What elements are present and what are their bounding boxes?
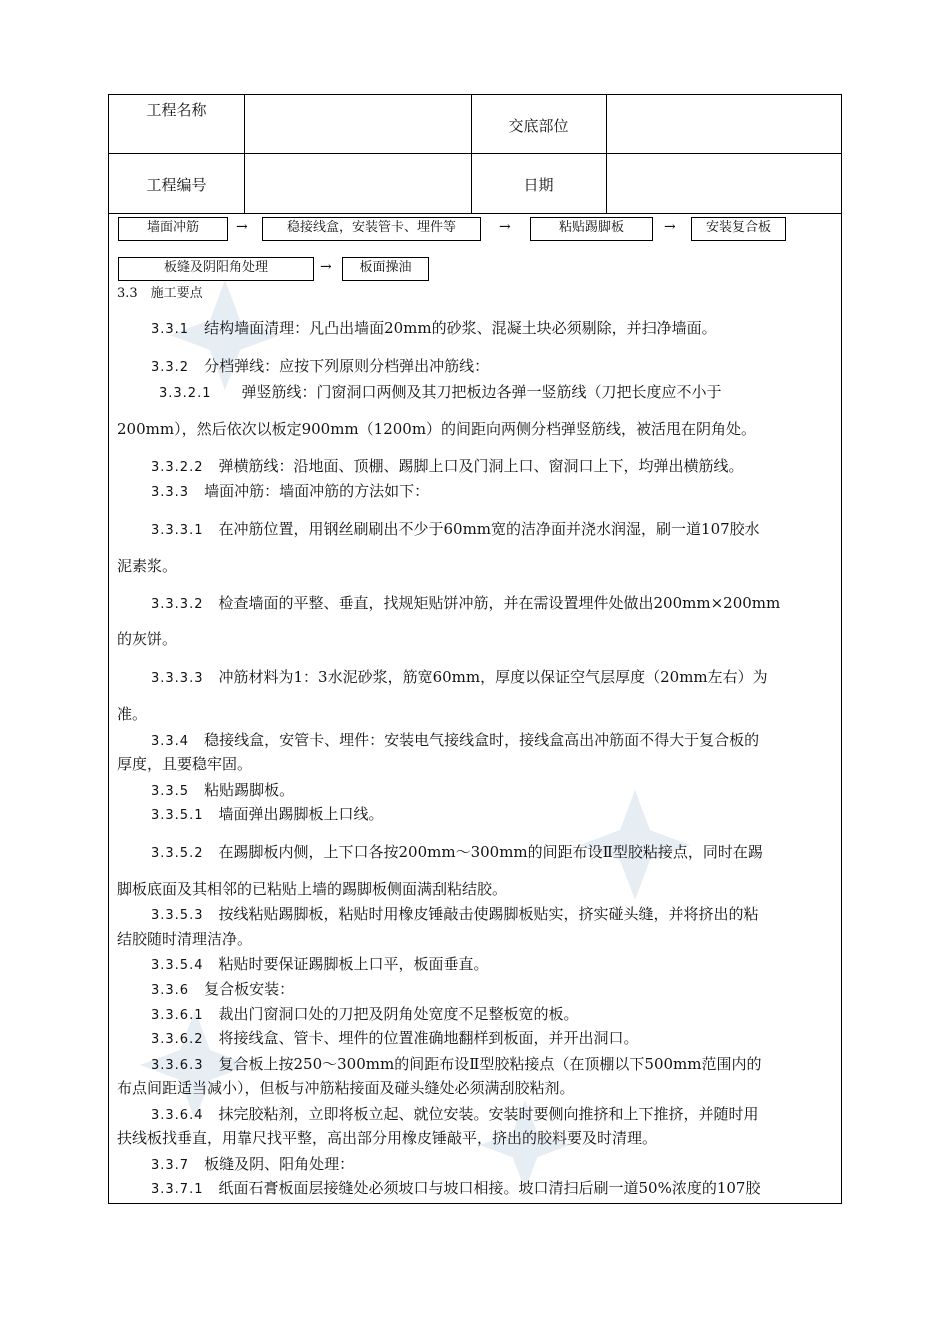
clause-number: 3.3.2 xyxy=(151,360,190,375)
paragraph xyxy=(151,728,867,754)
section-heading: 3.3 施工要点 xyxy=(117,286,203,301)
paragraph xyxy=(151,316,867,342)
clause-text: 稳接线盒，安管卡、埋件：安装电气接线盒时，接线盒高出冲筋面不得大于复合板的 xyxy=(204,731,760,749)
paragraph-cont: 结胶随时清理洁净。 xyxy=(117,930,253,948)
paragraph-cont: 厚度，且要稳牢固。 xyxy=(117,755,253,773)
clause-number: 3.3.6.1 xyxy=(151,1008,204,1023)
clause-text: 在踢脚板内侧，上下口各按200mm～300mm的间距布设Ⅱ型胶粘接点，同时在踢 xyxy=(218,843,763,861)
paragraph-cont: 布点间距适当减小），但板与冲筋粘接面及碰头缝处必须满刮胶粘剂。 xyxy=(117,1079,575,1097)
paragraph xyxy=(151,1026,867,1052)
paragraph xyxy=(151,977,867,1003)
clause-number: 3.3.4 xyxy=(151,734,190,749)
divider xyxy=(471,95,472,213)
clause-text: 结构墙面清理：凡凸出墙面20mm的砂浆、混凝土块必须剔除，并扫净墙面。 xyxy=(204,319,717,337)
clause-text: 粘贴踢脚板。 xyxy=(204,781,295,799)
part-label: 交底部位 xyxy=(508,117,569,135)
divider xyxy=(109,153,841,154)
clause-number: 3.3.5 xyxy=(151,784,190,799)
flow-step-joints-corners: 板缝及阴阳角处理 xyxy=(118,257,314,281)
paragraph xyxy=(151,354,867,380)
paragraph xyxy=(151,802,867,828)
flow-arrow: → xyxy=(664,219,676,235)
paragraph xyxy=(151,1176,867,1202)
paragraph xyxy=(151,952,867,978)
paragraph xyxy=(151,778,867,804)
divider xyxy=(109,213,841,214)
paragraph xyxy=(151,840,867,866)
paragraph-cont: 泥素浆。 xyxy=(117,557,178,575)
header-table xyxy=(109,95,841,213)
paragraph-cont: 200mm），然后依次以板定900mm（1200m）的间距向两侧分档弹竖筋线，被活甩在阴角处。 xyxy=(117,420,757,438)
flow-arrow: → xyxy=(320,259,332,275)
paragraph-cont: 的灰饼。 xyxy=(117,630,178,648)
flow-step-surface-oil: 板面操油 xyxy=(342,257,429,281)
paragraph xyxy=(151,591,867,617)
flow-step-junction-box: 稳接线盒，安装管卡、埋件等 xyxy=(262,217,481,241)
divider xyxy=(244,95,245,213)
clause-number: 3.3.5.3 xyxy=(151,908,204,923)
clause-text: 墙面弹出踢脚板上口线。 xyxy=(218,805,384,823)
clause-text: 按线粘贴踢脚板，粘贴时用橡皮锤敲击使踢脚板贴实，挤实碰头缝，并将挤出的粘 xyxy=(218,905,759,923)
clause-number: 3.3.6.3 xyxy=(151,1058,204,1073)
flow-arrow: → xyxy=(499,219,511,235)
divider xyxy=(606,95,607,213)
clause-number: 3.3.5.2 xyxy=(151,846,204,861)
clause-number: 3.3.5.1 xyxy=(151,808,204,823)
clause-text: 复合板安装： xyxy=(204,980,295,998)
flow-step-skirting: 粘贴踢脚板 xyxy=(530,217,653,241)
paragraph xyxy=(151,517,867,543)
clause-text: 纸面石膏板面层接缝处必须坡口与坡口相接。坡口清扫后刷一道50%浓度的107胶 xyxy=(218,1179,761,1197)
clause-number: 3.3.3 xyxy=(151,485,190,500)
paragraph xyxy=(151,479,867,505)
clause-number: 3.3.6.4 xyxy=(151,1108,204,1123)
clause-text: 粘贴时要保证踢脚板上口平，板面垂直。 xyxy=(218,955,489,973)
clause-number: 3.3.6.2 xyxy=(151,1032,204,1047)
paragraph xyxy=(151,1102,867,1128)
clause-number: 3.3.6 xyxy=(151,983,190,998)
clause-number: 3.3.5.4 xyxy=(151,958,204,973)
flow-step-composite-board: 安装复合板 xyxy=(691,217,786,241)
paragraph xyxy=(151,1052,867,1078)
clause-text: 检查墙面的平整、垂直，找规矩贴饼冲筋，并在需设置埋件处做出200mm×200mm xyxy=(218,594,781,612)
flow-arrow: → xyxy=(236,219,248,235)
paragraph-cont: 脚板底面及其相邻的已粘贴上墙的踢脚板侧面满刮粘结胶。 xyxy=(117,880,508,898)
clause-text: 冲筋材料为1：3水泥砂浆，筋宽60mm，厚度以保证空气层厚度（20mm左右）为 xyxy=(218,668,768,686)
paragraph xyxy=(159,380,875,406)
paragraph xyxy=(151,1002,867,1028)
clause-text: 弹横筋线：沿地面、顶棚、踢脚上口及门洞上口、窗洞口上下，均弹出横筋线。 xyxy=(218,457,744,475)
paragraph xyxy=(151,454,867,480)
clause-text: 抹完胶粘剂，立即将板立起、就位安装。安装时要侧向推挤和上下推挤，并随时用 xyxy=(218,1105,759,1123)
clause-text: 墙面冲筋：墙面冲筋的方法如下： xyxy=(204,482,430,500)
clause-number: 3.3.7.1 xyxy=(151,1182,204,1197)
paragraph xyxy=(151,902,867,928)
clause-text: 将接线盒、管卡、埋件的位置准确地翻样到板面，并开出洞口。 xyxy=(218,1029,639,1047)
clause-number: 3.3.3.1 xyxy=(151,523,204,538)
date-label: 日期 xyxy=(523,176,554,194)
clause-text: 在冲筋位置，用钢丝刷刷出不少于60mm宽的洁净面并浇水润湿，刷一道107胶水 xyxy=(218,520,760,538)
clause-number: 3.3.3.2 xyxy=(151,597,204,612)
project-name-label: 工程名称 xyxy=(146,101,207,119)
clause-text: 弹竖筋线：门窗洞口两侧及其刀把板边各弹一竖筋线（刀把长度应不小于 xyxy=(241,383,722,401)
clause-number: 3.3.2.2 xyxy=(151,460,204,475)
paragraph-cont: 扶线板找垂直，用靠尺找平整，高出部分用橡皮锤敲平，挤出的胶料要及时清理。 xyxy=(117,1129,658,1147)
clause-text: 裁出门窗洞口处的刀把及阴角处宽度不足整板宽的板。 xyxy=(218,1005,579,1023)
clause-text: 板缝及阴、阳角处理： xyxy=(204,1155,355,1173)
clause-number: 3.3.1 xyxy=(151,322,190,337)
project-no-label: 工程编号 xyxy=(146,176,207,194)
clause-number: 3.3.7 xyxy=(151,1158,190,1173)
paragraph-cont: 准。 xyxy=(117,705,148,723)
clause-number: 3.3.2.1 xyxy=(159,386,212,401)
clause-text: 复合板上按250～300mm的间距布设Ⅱ型胶粘接点（在顶棚以下500mm范围内的 xyxy=(218,1055,762,1073)
clause-number: 3.3.3.3 xyxy=(151,671,204,686)
flow-step-wall-ribs: 墙面冲筋 xyxy=(118,217,228,241)
paragraph xyxy=(151,665,867,691)
paragraph xyxy=(151,1152,867,1178)
clause-text: 分档弹线：应按下列原则分档弹出冲筋线： xyxy=(204,357,490,375)
document-frame xyxy=(108,94,842,1204)
